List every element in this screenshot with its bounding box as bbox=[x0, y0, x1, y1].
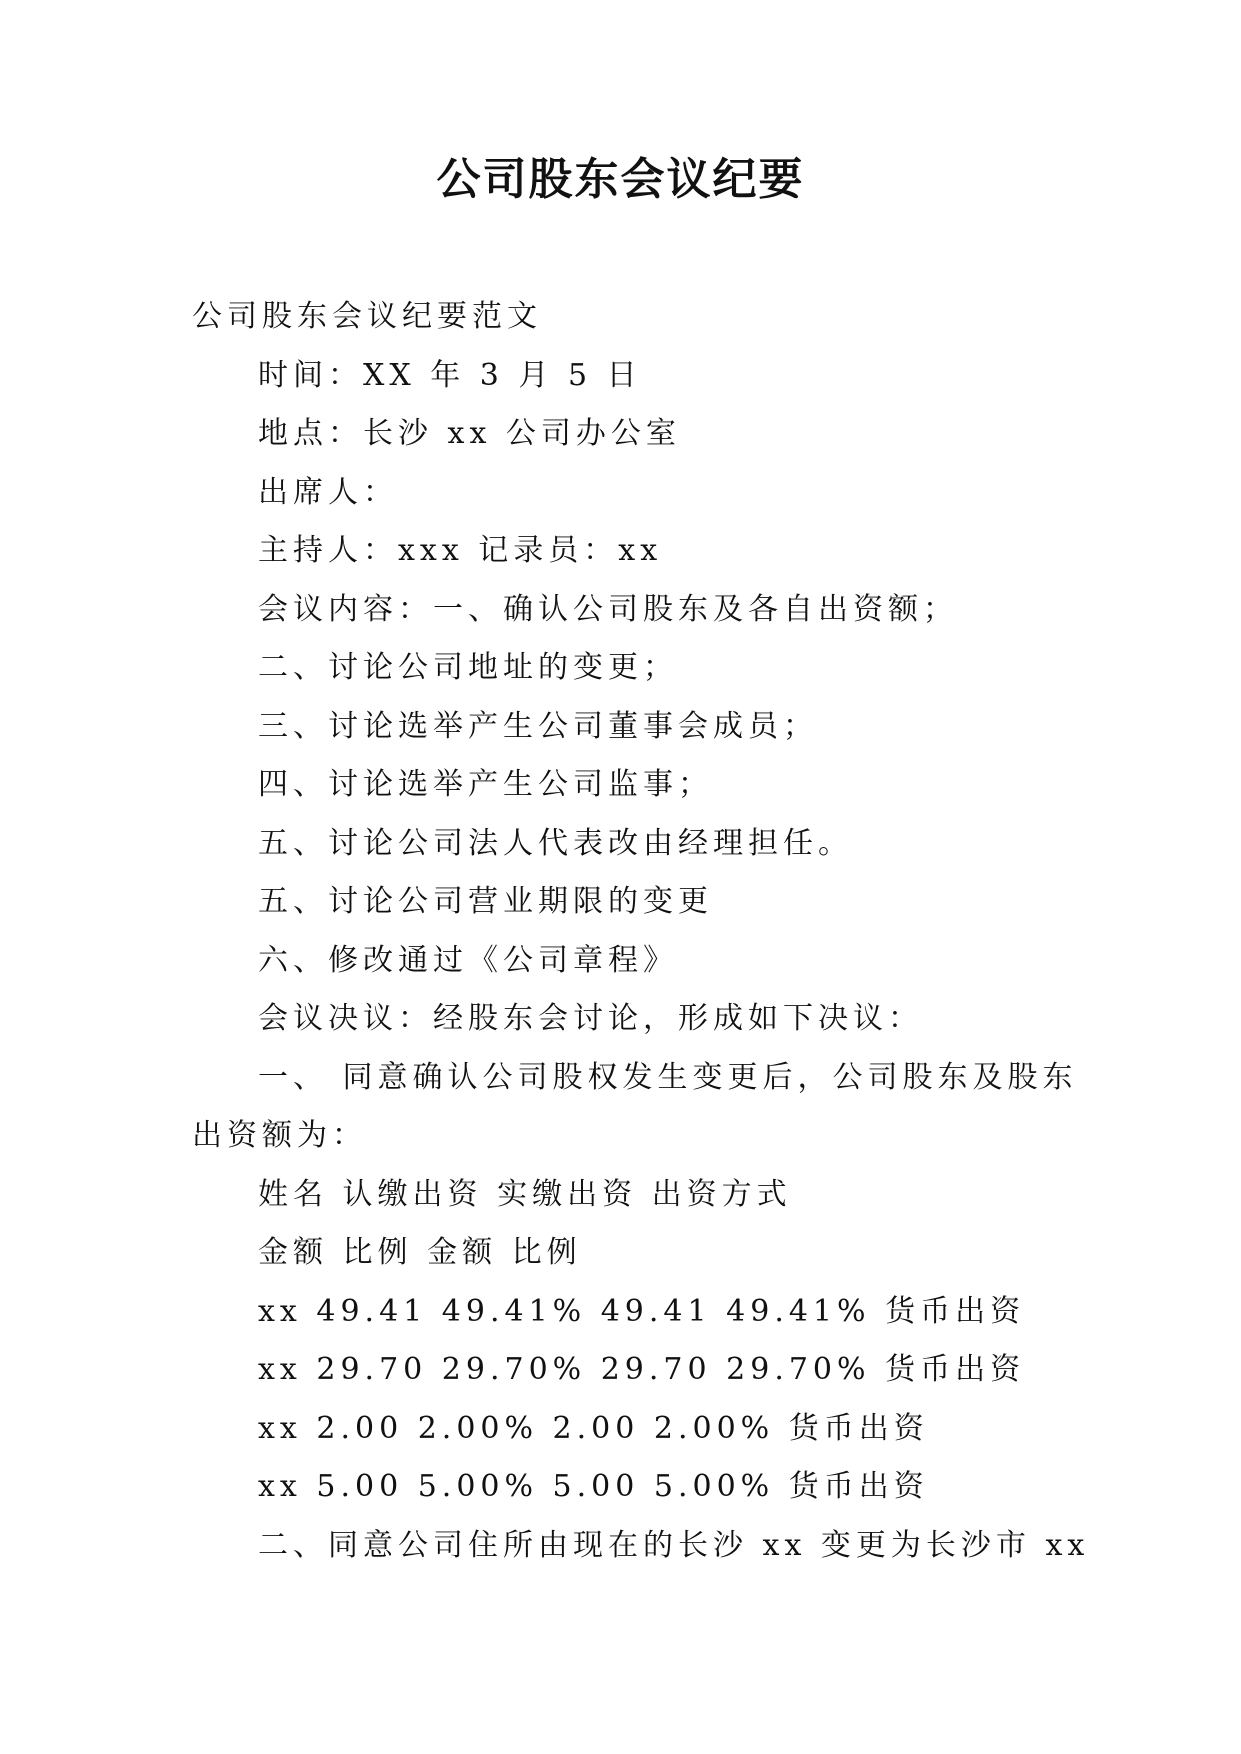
contribution-subheader-row: 金额 比例 金额 比例 bbox=[258, 1235, 582, 1270]
resolution-heading: 会议决议：经股东会讨论，形成如下决议： bbox=[258, 1001, 923, 1036]
resolution-1: 一、 同意确认公司股权发生变更后，公司股东及股东 bbox=[258, 1059, 1078, 1095]
contribution-row: xx 29.70 29.70% 29.70 29.70% 货币出资 bbox=[258, 1352, 1026, 1387]
document-title: 公司股东会议纪要 bbox=[436, 154, 805, 205]
agenda-item-3: 三、讨论选举产生公司董事会成员； bbox=[258, 708, 818, 744]
agenda-item-4: 四、讨论选举产生公司监事； bbox=[258, 767, 713, 802]
attendees: 出席人： bbox=[258, 474, 398, 510]
resolution-1-continued: 出资额为： bbox=[192, 1118, 367, 1153]
contribution-row: xx 49.41 49.41% 49.41 49.41% 货币出资 bbox=[258, 1293, 1026, 1329]
agenda-item-6: 六、修改通过《公司章程》 bbox=[258, 942, 678, 978]
host-and-recorder: 主持人：xxx 记录员：xx bbox=[258, 533, 663, 568]
agenda-item-5: 五、讨论公司法人代表改由经理担任。 bbox=[258, 825, 853, 861]
agenda-item-5b: 五、讨论公司营业期限的变更 bbox=[258, 884, 713, 919]
subtitle-line: 公司股东会议纪要范文 bbox=[192, 299, 542, 334]
agenda-item-2: 二、讨论公司地址的变更； bbox=[258, 650, 678, 685]
contribution-header-row: 姓名 认缴出资 实缴出资 出资方式 bbox=[258, 1176, 792, 1212]
agenda-item-1: 会议内容：一、确认公司股东及各自出资额； bbox=[258, 591, 958, 627]
contribution-row: xx 5.00 5.00% 5.00 5.00% 货币出资 bbox=[258, 1469, 929, 1504]
document-body bbox=[0, 288, 1241, 1575]
meeting-time: 时间：XX 年 3 月 5 日 bbox=[258, 357, 642, 393]
contribution-row: xx 2.00 2.00% 2.00 2.00% 货币出资 bbox=[258, 1410, 929, 1446]
meeting-location: 地点：长沙 xx 公司办公室 bbox=[258, 416, 681, 451]
resolution-2: 二、同意公司住所由现在的长沙 xx 变更为长沙市 xx bbox=[258, 1527, 1090, 1563]
